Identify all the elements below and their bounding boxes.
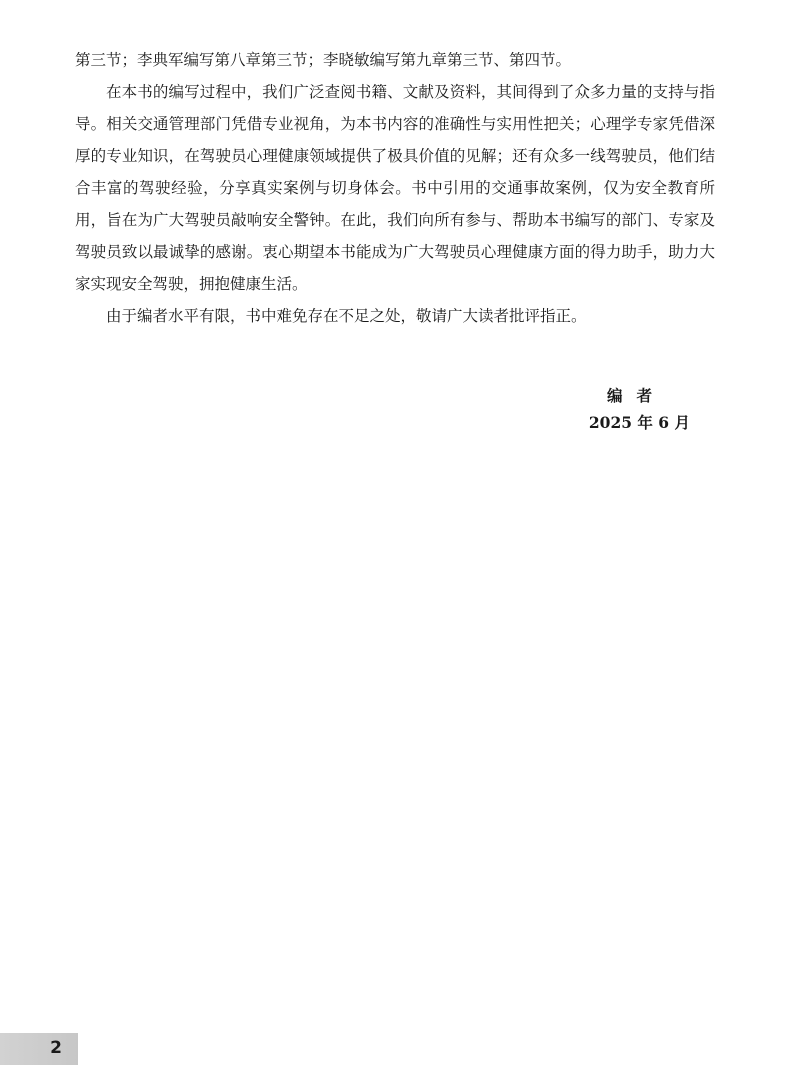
paragraph-closing: 由于编者水平有限，书中难免存在不足之处，敬请广大读者批评指正。 bbox=[106, 307, 587, 325]
page-number-tab bbox=[0, 1033, 78, 1065]
paragraph-continuation: 第三节；李典军编写第八章第三节；李晓敏编写第九章第三节、第四节。 bbox=[75, 51, 572, 69]
signature-date: 2025 年 6 月 bbox=[588, 413, 690, 432]
preface-text bbox=[75, 44, 715, 332]
signature-block bbox=[560, 382, 690, 436]
paragraph-acknowledgements: 在本书的编写过程中，我们广泛查阅书籍、文献及资料，其间得到了众多力量的支持与指导。相关交通管理部门凭借专业视角，为本书内容的准确性与实用性把关；心理学专家凭借深厚的专业知识，在驾驶员心理健康领域提供了极具价值的见解；还有众多一线驾驶员，他们结合丰富的驾驶经验，分享真实案例与切身体会。书中引用的交通事故案例，仅为安全教育所用，旨在为广大驾驶员敲响安全警钟。在此，我们向所有参与、帮助本书编写的部门、专家及驾驶员致以最诚挚的感谢。衷心期望本书能成为广大驾驶员心理健康方面的得力助手，助力大家实现安全驾驶，拥抱健康生活。 bbox=[75, 83, 715, 293]
signature-author: 编者 bbox=[606, 386, 666, 405]
page-number: 2 bbox=[50, 1038, 62, 1058]
